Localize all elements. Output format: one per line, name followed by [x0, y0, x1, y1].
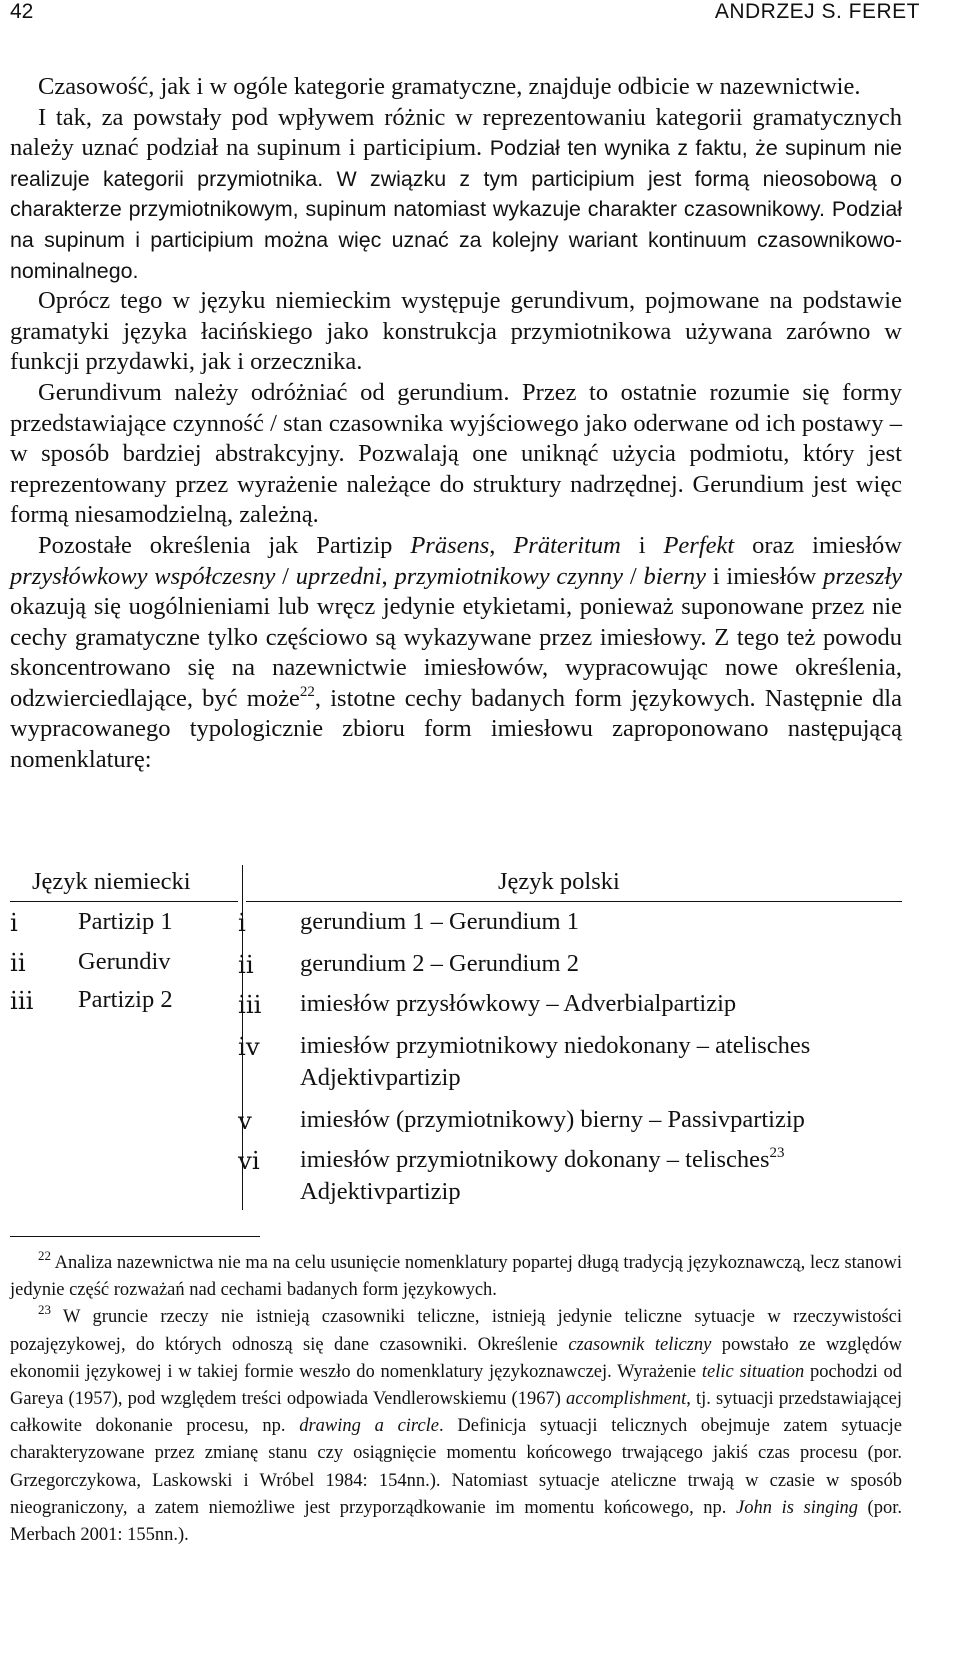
table-cell: Gerundiv — [78, 948, 171, 975]
text-run: Pozostałe określenia jak Partizip — [38, 531, 411, 559]
footnote-number: 23 — [38, 1302, 51, 1318]
row-number: iii — [238, 990, 262, 1019]
text-run-italic: Präteritum — [513, 531, 621, 559]
paragraph — [10, 531, 902, 776]
paragraph: Czasowość, jak i w ogóle kategorie gramatyczne, znajduje odbicie w nazewnictwie. — [38, 73, 861, 100]
text-run-italic: przeszły — [823, 562, 903, 590]
row-number: i — [238, 908, 246, 937]
table-cell: imiesłów (przymiotnikowy) bierny – Passivpartizip — [300, 1106, 805, 1133]
footnote-text: , tj. sytuacji przedstawiającej całkowite dokonanie procesu, np. — [10, 1389, 902, 1437]
footnote-text: pochodzi od Gareya (1957), pod względem treści odpowiada Vendlerowskiemu (1967) — [10, 1361, 903, 1410]
running-head-author: ANDRZEJ S. FERET — [714, 0, 920, 23]
table-cell: Partizip 2 — [78, 986, 173, 1013]
footnotes — [10, 1250, 902, 1549]
footnote-text: Analiza nazewnictwa nie ma na celu usunięcie nomenklatury popartej długą tradycją językoznawczą, lecz stanowi jedynie część rozważań nad cechami badanych form językowych. — [10, 1253, 902, 1301]
text-run: / — [275, 562, 296, 590]
row-number: iv — [238, 1032, 260, 1061]
page-number: 42 — [10, 0, 34, 23]
table-cell-text: imiesłów przymiotnikowy dokonany – telisches — [300, 1146, 770, 1173]
table-cell: imiesłów przymiotnikowy niedokonany – atelisches — [300, 1032, 811, 1059]
table-cell: Adjektivpartizip — [300, 1064, 461, 1091]
table-header-polish: Język polski — [498, 868, 620, 895]
table-cell — [300, 1146, 785, 1174]
row-number: iii — [10, 986, 34, 1015]
table-cell: gerundium 2 – Gerundium 2 — [300, 950, 579, 977]
footnote-text-italic: telic situation — [701, 1361, 805, 1382]
footnote-23 — [10, 1304, 902, 1549]
paragraph: Gerundivum należy odróżniać od gerundium. Przez to ostatnie rozumie się formy przedstawiające czynność / stan czasownika wyjściowego jako oderwane od ich postawy – w sposób bardziej abstrakcyjny. Pozwalają one uniknąć użycia podmiotu, który jest reprezentowany przez wyrażenie należące do struktury nadrzędnej. Gerundium jest więc formą niesamodzielną, zależną. — [10, 378, 902, 529]
paragraph — [10, 103, 902, 287]
footnote-text-italic: czasownik teliczny — [568, 1334, 712, 1355]
paragraph-text: Podział ten wynika z faktu, że supinum nie realizuje kategorii przymiotnika. W związku z tym participium jest formą nieosobową o charakterze przymiotnikowym, supinum natomiast wykazuje charakter czasownikowy. Podział na supinum i participium można więc uznać za kolejny wariant kontinuum czasownikowo-nominalnego. — [10, 136, 902, 283]
table-cell: Partizip 1 — [78, 908, 173, 935]
row-number: i — [10, 908, 18, 937]
text-run: oraz imiesłów — [734, 531, 902, 559]
text-run-italic: przysłówkowy współczesny — [10, 562, 276, 590]
row-number: vi — [238, 1146, 260, 1175]
text-run: / — [623, 562, 644, 590]
text-run: i — [620, 531, 664, 559]
footnote-separator — [10, 1236, 260, 1237]
table-cell: gerundium 1 – Gerundium 1 — [300, 908, 579, 935]
row-number: ii — [238, 950, 254, 979]
paragraph: Oprócz tego w języku niemieckim występuje gerundivum, pojmowane na podstawie gramatyki języka łacińskiego jako konstrukcja przymiotnikowa używana zarówno w funkcji przydawki, jak i orzecznika. — [10, 287, 902, 376]
footnote-text: W gruncie rzeczy nie istnieją czasowniki teliczne, istnieją jedynie teliczne sytuacje w rzeczywistości pozajęzykowej, do których odnoszą się dane czasowniki. Określenie — [10, 1307, 902, 1355]
footnote-text-italic: John is singing — [736, 1497, 858, 1518]
footnote-text: (por. Merbach 2001: 155nn.). — [10, 1497, 902, 1546]
footnote-ref: 22 — [299, 683, 315, 700]
text-run: , — [489, 531, 514, 559]
text-run: i imiesłów — [706, 562, 824, 590]
footnote-text: . Definicja sytuacji telicznych obejmuje zatem sytuacje charakteryzowane przez zmianę stanu czy osiągnięcie momentu końcowego trwającego jakiś czas procesu (por. Grzegorczykowa, Laskowski i Wróbel 1984: 154nn.). Natomiast sytuacje ateliczne trwają w czasie w sposób nieograniczony, a zatem niemożliwe jest przyporządkowanie im momentu końcowego, np. — [10, 1416, 903, 1518]
table-cell: Adjektivpartizip — [300, 1178, 461, 1205]
text-run-italic: bierny — [643, 562, 707, 590]
running-header — [0, 0, 960, 30]
text-run-italic: przymiotnikowy czynny — [394, 562, 624, 590]
table-header-german: Język niemiecki — [32, 868, 191, 895]
paragraph-text: I tak, za powstały pod wpływem różnic w reprezentowaniu kategorii gramatycznych należy uznać podział na supinum i participium. — [10, 103, 902, 162]
table-header-rule — [10, 901, 238, 902]
row-number: ii — [10, 948, 26, 977]
body-text — [10, 72, 902, 776]
text-run: , istotne cechy badanych form językowych. Następnie dla wypracowanego typologicznie zbioru form imiesłowu zaproponowano następującą nomenklaturę: — [10, 684, 902, 774]
text-run: , — [381, 562, 395, 590]
text-run-italic: Präsens — [410, 531, 490, 559]
footnote-number: 22 — [38, 1248, 51, 1263]
text-run-italic: Perfekt — [663, 531, 735, 559]
table-cell: imiesłów przysłówkowy – Adverbialpartizip — [300, 990, 737, 1017]
text-run: okazują się uogólnieniami lub wręcz jedynie etykietami, ponieważ suponowane przez nie cechy gramatyczne tylko częściowo są wykazywane przez imiesłowy. Z tego też powodu skoncentrowano się na nazewnictwie imiesłowów, wypracowując nowe określenia, odzwierciedlające, być może — [10, 593, 902, 712]
footnote-ref: 23 — [769, 1145, 785, 1161]
footnote-text-italic: accomplishment — [566, 1389, 687, 1410]
footnote-text: powstało ze względów ekonomii językowej i w takiej formie weszło do nomenklatury językoznawczej. Wyrażenie — [10, 1334, 902, 1382]
footnote-22 — [10, 1250, 902, 1304]
text-run-italic: uprzedni — [295, 562, 382, 590]
table-header-rule — [246, 901, 902, 902]
row-number: v — [238, 1106, 252, 1135]
footnote-text-italic: drawing a circle — [299, 1416, 440, 1437]
